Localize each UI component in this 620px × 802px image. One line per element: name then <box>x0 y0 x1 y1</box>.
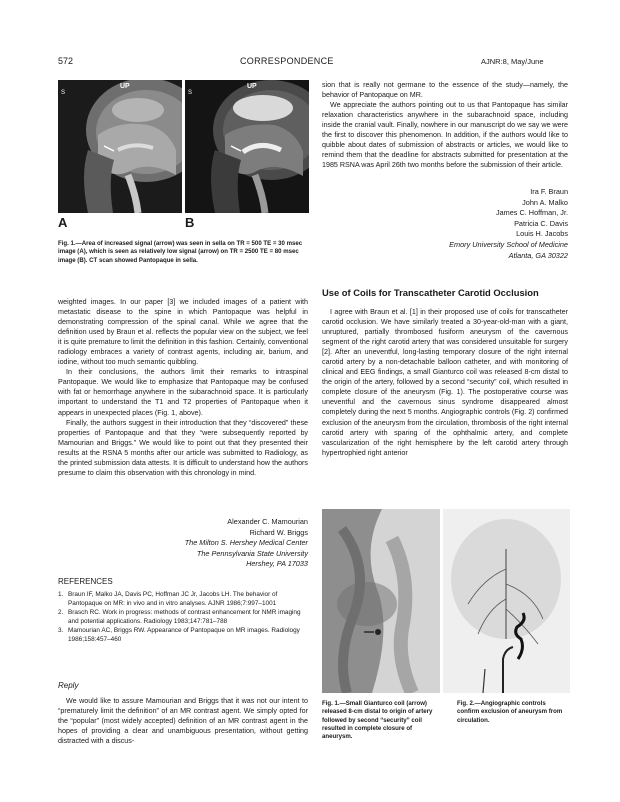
reply-heading: Reply <box>58 681 79 690</box>
signature-name: Louis H. Jacobs <box>516 229 568 239</box>
references-list <box>58 591 308 646</box>
mr-image-a <box>58 80 182 213</box>
left-paragraph-3: Finally, the authors suggest in their introduction that they “discovered” these properties of Pantopaque and that they “were subsequently reported by Mamourian and Briggs.” We would like to point out that they presented their results at the RSNA 5 months after our article was submitted to Radiology, as the printed submission data attests. It is difficult to understand how the authors presume to claim this observation with this chronology in mind. <box>58 418 308 477</box>
panel-label-a: A <box>58 215 68 230</box>
image-a-orientation-label: UP <box>120 83 130 90</box>
right-paragraph-2: We appreciate the authors pointing out to us that Pantopaque has similar relaxation characteristics anywhere in the subarachnoid space, including inside the cranial vault. Finally, nowhere in our manuscript do we say we were the first to discover this phenomenon. In addition, if the authors would like to quibble about dates of submission of abstracts or articles, we would like to remind them that the deadline for abstracts submitted for presentation at the 1985 RSNA was April 26th two months before the submission of their article. <box>322 101 568 170</box>
angiogram-image <box>443 509 570 693</box>
angiogram-graphic <box>443 509 570 693</box>
right-column-top-text <box>322 80 568 170</box>
xray-coil-image <box>322 509 440 693</box>
left-paragraph-1: weighted images. In our paper [3] we included images of a patient with metastatic disease to the spine in which Pantopaque was helpful in demonstrating compression of the spinal canal. While we agree that the definition used by Braun et al. reflects the popular view on the subject, we feel it is quite premature to limit the definition in this fashion. Certainly, conventional radiology embraces a variety of contrast agents, including air, barium, and iodine, without too much semantic quibbling. <box>58 298 308 367</box>
left-column-text <box>58 297 308 478</box>
article-title: Use of Coils for Transcatheter Carotid Occlusion <box>322 287 539 298</box>
signature-affiliation: The Pennsylvania State University <box>196 548 308 558</box>
left-signature-block <box>58 517 308 570</box>
signature-name: Patricia C. Davis <box>514 218 568 228</box>
image-b-marker: S <box>188 90 193 96</box>
figure-left-caption: Fig. 1.—Area of increased signal (arrow) was seen in sella on TR = 500 TE = 30 msec image (A), which is seen as relatively low signal (arrow) on TR = 2500 TE = 80 msec image (B). CT scan showed Pantopaque in sella. <box>58 240 303 264</box>
reply-paragraph-1: We would like to assure Mamourian and Briggs that it was not our intent to “prematurely limit the definition” of an MR contrast agent. We simply opted for the “popular” (most widely accepted) definition of an MR contrast agent in the hopes of providing a clear and unambiguous presentation, without getting distracted with a discus- <box>58 697 308 746</box>
signature-affiliation: Emory University School of Medicine <box>449 239 568 249</box>
right-signature-block <box>322 187 568 261</box>
signature-affiliation: The Milton S. Hershey Medical Center <box>184 538 308 548</box>
signature-name: John A. Malko <box>522 197 568 207</box>
reference-item: 2. Brasch RC. Work in progress: methods of contrast enhancement for NMR imaging and potential applications. Radiology 1983;147:781–788 <box>58 609 301 625</box>
signature-name: Richard W. Briggs <box>249 527 308 537</box>
signature-name: Ira F. Braun <box>530 187 568 196</box>
panel-label-b: B <box>185 215 195 230</box>
section-title: CORRESPONDENCE <box>240 56 334 66</box>
mr-sagittal-t1-graphic <box>58 80 182 213</box>
image-a-marker: S <box>61 90 66 96</box>
signature-affiliation: Hershey, PA 17033 <box>246 559 308 569</box>
references-heading: REFERENCES <box>58 577 113 586</box>
mr-sagittal-t2-graphic <box>185 80 309 213</box>
figure-coil-caption: Fig. 1.—Small Gianturco coil (arrow) released 8-cm distal to origin of artery followed by second “security” coil resulted in complete closure of aneurysm. <box>322 700 433 741</box>
xray-coil-graphic <box>322 509 440 693</box>
right-paragraph-1: sion that is really not germane to the essence of the study—namely, the behavior of Pantopaque on MR. <box>322 81 568 100</box>
article-paragraph-1: I agree with Braun et al. [1] in their proposed use of coils for transcatheter carotid occlusion. We have similarly treated a 30-year-old-man with a giant, unruptured, partially thrombosed fusiform aneurysm of the cavernous segment of the right carotid artery that was considered unsuitable for surgery [2]. After an uneventful, long-lasting temporary closure of the right internal carotid artery by a non-detachable balloon catheter, and with monitoring of clinical and EEG findings, a small Gianturco coil was released 8-cm distal to the origin of the artery, followed by a second “security” coil, which resulted in complete closure of the aneurysm (Fig. 1). The postoperative course was uneventful and the cavernous sinus syndrome disappeared almost completely during the next 5 months. Angiographic controls (Fig. 2) confirmed exclusion of the aneurysm from the circulation, thrombosis of the right internal carotid artery with sparing of the ophthalmic artery, and complete vascularization of the right hemisphere by the left carotid artery through hypertrophied right anterior <box>322 308 568 457</box>
reference-item: 3. Mamourian AC, Briggs RW. Appearance of Pantopaque on MR images. Radiology 1986;158:457–460 <box>58 627 300 643</box>
image-b-orientation-label: UP <box>247 83 257 90</box>
signature-name: Alexander C. Mamourian <box>227 517 308 526</box>
reference-item: 1. Braun IF, Malko JA, Davis PC, Hoffman JC Jr, Jacobs LH. The behavior of Pantopaque on MR: in vivo and in vitro analyses. AJNR 1986;7:997–1001 <box>58 591 278 607</box>
page-number: 572 <box>58 56 74 66</box>
mr-image-b <box>185 80 309 213</box>
figure-angiogram-caption: Fig. 2.—Angiographic controls confirm exclusion of aneurysm from circulation. <box>457 700 563 724</box>
signature-name: James C. Hoffman, Jr. <box>495 208 568 218</box>
left-paragraph-2: In their conclusions, the authors limit their remarks to intraspinal Pantopaque. We would like to emphasize that Pantopaque may be confused with fat or hemorrhage anywhere in the subarachnoid space. It is particularly important to understand the T1 and T2 properties of Pantopaque when it appears in unexpected places (Fig. 1, above). <box>58 368 308 417</box>
signature-affiliation: Atlanta, GA 30322 <box>508 250 568 260</box>
journal-citation: AJNR:8, May/June <box>481 57 544 66</box>
